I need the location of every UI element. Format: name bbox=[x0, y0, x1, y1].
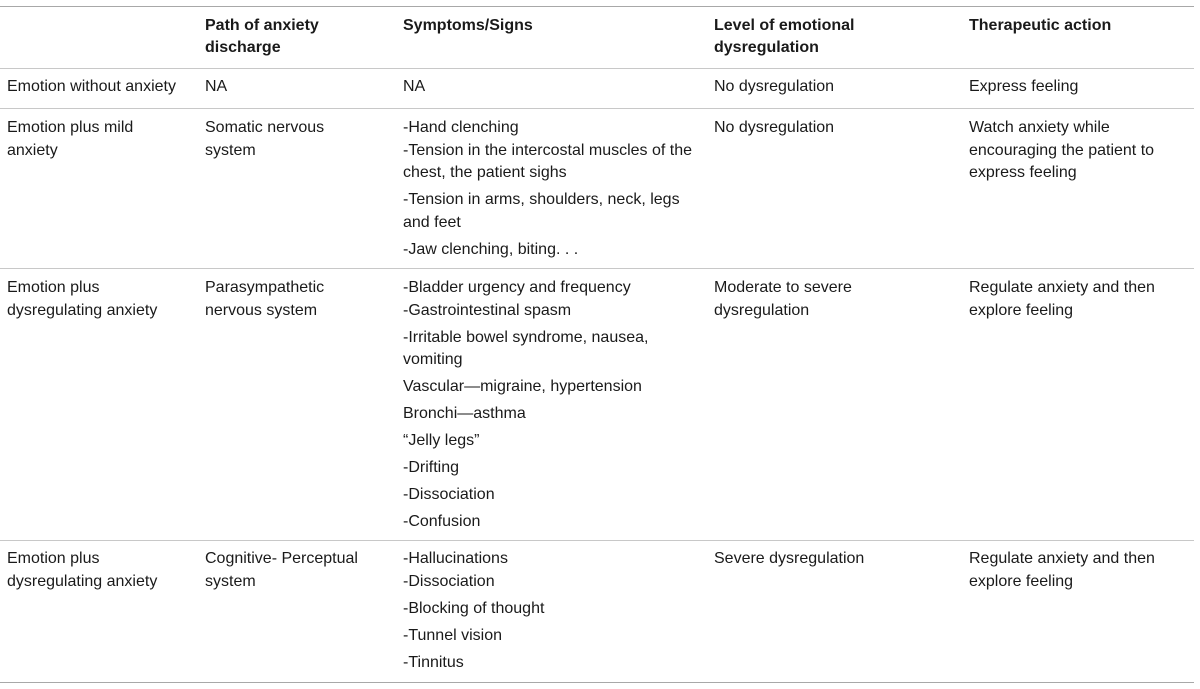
row3-level: Moderate to severe dysregulation bbox=[714, 279, 852, 319]
symptom-item: Bronchi—asthma bbox=[403, 405, 526, 422]
symptom-item: -Tension in the intercostal muscles of the chest, the patient sighs bbox=[403, 141, 693, 181]
table-top-rule bbox=[0, 6, 1194, 7]
row-divider bbox=[0, 540, 1194, 541]
header-symptoms: Symptoms/Signs bbox=[403, 17, 533, 34]
row4-path: Cognitive- Perceptual system bbox=[205, 550, 358, 590]
row2-path: Somatic nervous system bbox=[205, 119, 325, 159]
row4-action: Regulate anxiety and then explore feeling bbox=[969, 550, 1155, 590]
symptom-item: -Dissociation bbox=[403, 572, 495, 590]
row1-condition: Emotion without anxiety bbox=[7, 78, 176, 95]
symptom-item: -Tunnel vision bbox=[403, 626, 503, 644]
row4-level: Severe dysregulation bbox=[714, 550, 865, 567]
header-action: Therapeutic action bbox=[969, 17, 1112, 34]
symptom-item: “Jelly legs” bbox=[403, 432, 480, 449]
row3-symptoms bbox=[403, 277, 683, 534]
symptom-item: -Bladder urgency and frequency bbox=[403, 279, 631, 296]
symptom-item: -Blocking of thought bbox=[403, 599, 545, 617]
row1-path: NA bbox=[205, 78, 228, 95]
header-level: Level of emotional dysregulation bbox=[714, 17, 855, 56]
row4-symptoms bbox=[403, 548, 683, 674]
row1-symptoms bbox=[403, 76, 703, 99]
row3-path: Parasympathetic nervous system bbox=[205, 279, 325, 319]
row4-condition: Emotion plus dysregulating anxiety bbox=[7, 550, 158, 590]
symptom-item: -Hand clenching bbox=[403, 119, 519, 136]
symptom-item: Vascular—migraine, hypertension bbox=[403, 378, 642, 395]
symptom-item: -Gastrointestinal spasm bbox=[403, 301, 572, 319]
row2-symptoms bbox=[403, 117, 693, 261]
header-path: Path of anxiety discharge bbox=[205, 17, 319, 56]
symptom-item: -Confusion bbox=[403, 513, 481, 530]
row2-action: Watch anxiety while encouraging the patient to express feeling bbox=[969, 119, 1155, 181]
symptom-item: -Tinnitus bbox=[403, 653, 464, 671]
symptom-item: -Tension in arms, shoulders, neck, legs and feet bbox=[403, 191, 680, 231]
row-divider bbox=[0, 268, 1194, 269]
symptom-item: -Jaw clenching, biting. . . bbox=[403, 240, 579, 258]
symptom-item: -Dissociation bbox=[403, 486, 495, 503]
header-rule bbox=[0, 68, 1194, 69]
symptom-item: NA bbox=[403, 78, 426, 95]
row2-condition: Emotion plus mild anxiety bbox=[7, 119, 134, 159]
row1-action: Express feeling bbox=[969, 78, 1079, 95]
row3-condition: Emotion plus dysregulating anxiety bbox=[7, 279, 158, 319]
table-bottom-rule bbox=[0, 682, 1194, 683]
row3-action: Regulate anxiety and then explore feeling bbox=[969, 279, 1155, 319]
row-divider bbox=[0, 108, 1194, 109]
row1-level: No dysregulation bbox=[714, 78, 835, 95]
symptom-item: -Irritable bowel syndrome, nausea, vomiting bbox=[403, 328, 649, 368]
symptom-item: -Hallucinations bbox=[403, 550, 508, 567]
row2-level: No dysregulation bbox=[714, 119, 835, 136]
symptom-item: -Drifting bbox=[403, 459, 460, 476]
